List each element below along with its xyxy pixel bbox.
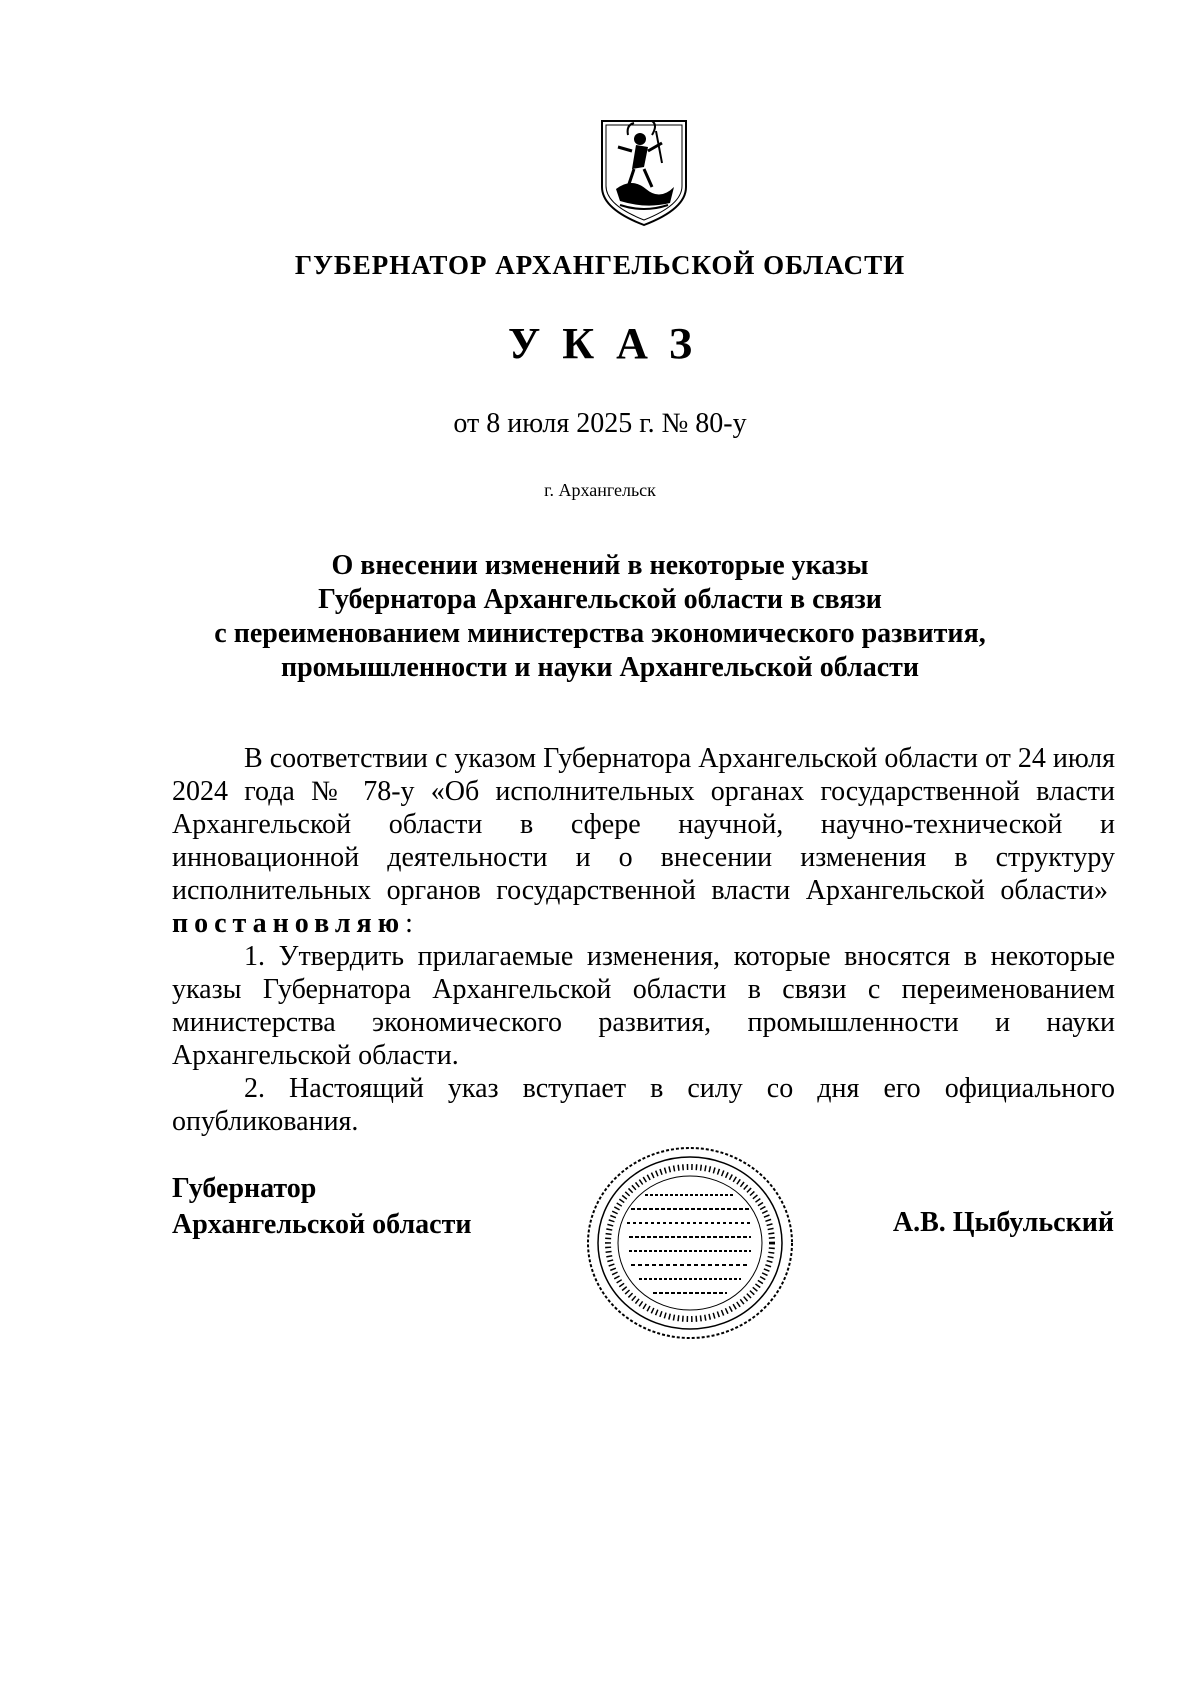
subject-line: О внесении изменений в некоторые указы (331, 550, 869, 581)
document-subject (200, 549, 1000, 685)
subject-line: Губернатора Архангельской области в связи (318, 584, 882, 615)
official-seal-icon (583, 1143, 797, 1343)
preamble-text: В соответствии с указом Губернатора Архангельской области от 24 июля 2024 года № 78-у «Об исполнительных органах государственной власти Архангельской области в сфере научной, научно-технической и инновационной деятельности и о внесении изменения в структуру исполнительных органов государственной власти Архангельской области» (172, 743, 1115, 906)
date-and-number: от 8 июля 2025 г. № 80-у (453, 408, 747, 439)
preamble-paragraph: В соответствии с указом Губернатора Архангельской области от 24 июля 2024 года № 78-у «Об исполнительных органах государственной власти Архангельской области в сфере научной, научно-технической и инновационной деятельности и о внесении изменения в структуру исполнительных органов государственной власти Архангельской области» постановляю: (172, 743, 1115, 939)
position-line: Архангельской области (172, 1209, 472, 1240)
signatory-name: А.В. Цыбульский (892, 1207, 1114, 1238)
coat-of-arms-icon (596, 117, 692, 229)
item-2-paragraph: 2. Настоящий указ вступает в силу со дня его официального опубликования. (172, 1073, 1115, 1137)
position-line: Губернатор (172, 1173, 317, 1204)
subject-line: промышленности и науки Архангельской области (280, 652, 920, 683)
subject-line: с переименованием министерства экономического развития, (214, 618, 986, 649)
signatory-position (172, 1171, 472, 1243)
city-line: г. Архангельск (544, 480, 656, 500)
item-1-paragraph: 1. Утвердить прилагаемые изменения, которые вносятся в некоторые указы Губернатора Архангельской области в связи с переименованием министерства экономического развития, промышленности и науки Архангельской области. (172, 941, 1115, 1071)
document-body (172, 742, 1115, 1138)
decree-word: постановляю (172, 908, 406, 939)
document-type-title: УКАЗ (507, 319, 715, 368)
issuer-header: ГУБЕРНАТОР АРХАНГЕЛЬСКОЙ ОБЛАСТИ (294, 250, 906, 280)
